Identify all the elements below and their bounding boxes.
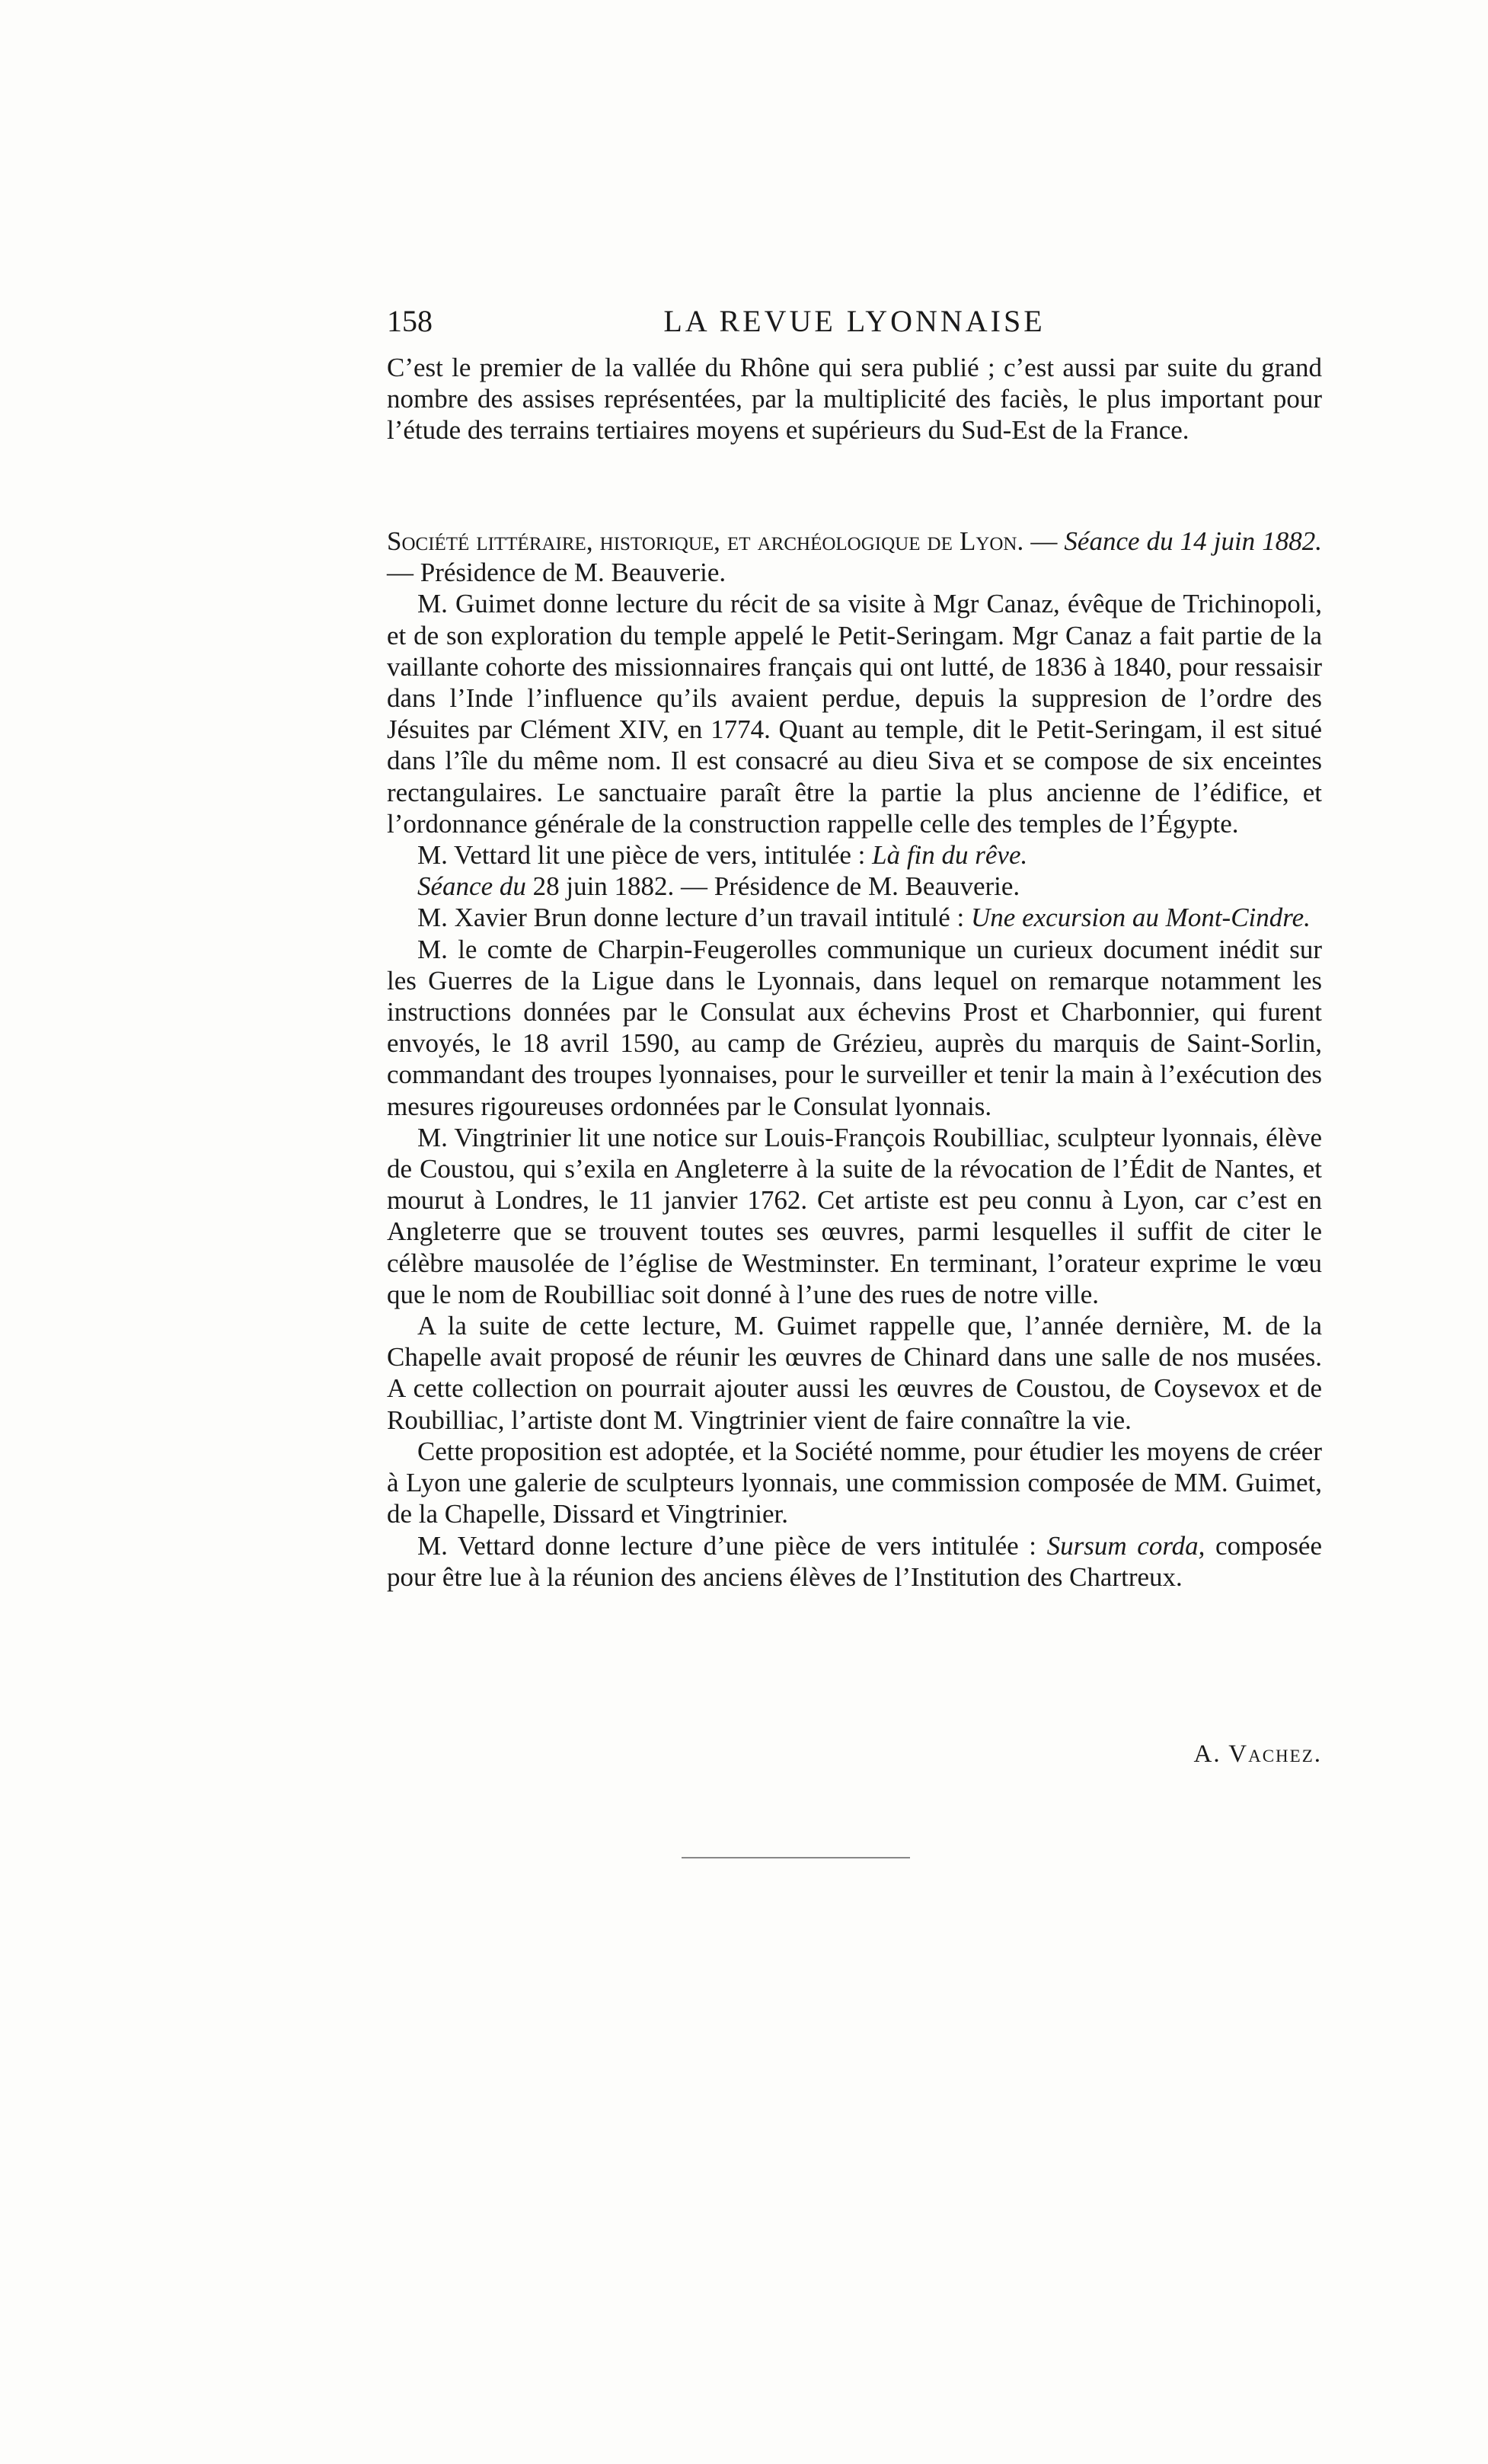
signature-name: A. Vachez. (1193, 1740, 1322, 1768)
vettard-2-tail: composée pour être lue à la réunion des anciens élèves de l’Institution des Chartreux. (387, 1530, 1323, 1592)
work-title-excursion: Une excursion au Mont-Cindre. (971, 903, 1311, 933)
session2-date: Séance du (417, 871, 526, 902)
paragraph-brun (387, 902, 1322, 933)
paragraph-adoption: Cette proposition est adoptée, et la Société nomme, pour étudier les moyens de créer à Lyon une galerie de sculpteurs lyonnais, une commission composée de MM. Guimet, de la Chapelle, Dissard et Vingtrinier. (387, 1436, 1322, 1529)
running-head (387, 300, 1322, 343)
session1-date: Séance du 14 juin 1882. (1064, 526, 1323, 556)
intro-paragraph: C’est le premier de la vallée du Rhône qui sera publié ; c’est aussi par suite du grand nombre des assises représentées, par la multiplicité des faciès, le plus important pour l’étude des terrains tertiaires moyens et supérieurs du Sud-Est de la France. (387, 353, 1322, 446)
society-minutes (387, 526, 1322, 1593)
signature (387, 1740, 1322, 1769)
paragraph-guimet: M. Guimet donne lecture du récit de sa visite à Mgr Canaz, évêque de Trichinopoli, et de son exploration du temple appelé le Petit-Seringam. Mgr Canaz a fait partie de la vaillante cohorte des missionnaires français qui ont lutté, de 1836 à 1840, pour ressaisir dans l’Inde l’influence qu’ils avaient perdue, depuis la suppresion de l’ordre des Jésuites par Clément XIV, en 1774. Quant au temple, dit le Petit-Seringam, il est situé dans l’île du même nom. Il est consacré au dieu Siva et se compose de six enceintes rectangulaires. Le sanctuaire paraît être la partie la plus ancienne de l’édifice, et l’ordonnance générale de la construction rappelle celle des temples de l’Égypte. (387, 589, 1322, 839)
paragraph-vingtrinier: M. Vingtrinier lit une notice sur Louis-François Roubilliac, sculpteur lyonnais, élève de Coustou, qui s’exila en Angleterre à la suite de la révocation de l’Édit de Nantes, et mourut à Londres, le 11 janvier 1762. Cet artiste est peu connu à Lyon, car c’est en Angleterre que se trouvent toutes ses œuvres, parmi lesquelles il suffit de citer le célèbre mausolée de l’église de Westminster. En terminant, l’orateur exprime le vœu que le nom de Roubilliac soit donné à l’une des rues de notre ville. (387, 1122, 1322, 1309)
paragraph-charpin: M. le comte de Charpin-Feugerolles communique un curieux document inédit sur les Guerres de la Ligue dans le Lyonnais, dans lequel on remarque notamment les instructions données par le Consulat aux échevins Prost et Charbonnier, qui furent envoyés, le 18 avril 1590, au camp de Grézieu, auprès du marquis de Saint-Sorlin, commandant des troupes lyonnaises, pour le surveiller et tenir la main à l’exécution des mesures rigoureuses ordonnées par le Consulat lyonnais. (387, 934, 1322, 1121)
brun-text: M. Xavier Brun donne lecture d’un travail intitulé : (417, 903, 972, 933)
end-rule (682, 1857, 910, 1858)
paragraph-guimet-proposal: A la suite de cette lecture, M. Guimet rappelle que, l’année dernière, M. de la Chapelle avait proposé de réunir les œuvres de Chinard dans une salle de nos musées. A cette collection on pourrait ajouter aussi les œuvres de Coustou, de Coysevox et de Roubilliac, l’artiste dont M. Vingtrinier vient de faire connaître la vie. (387, 1311, 1322, 1435)
vettard-2-text: M. Vettard donne lecture d’une pièce de vers intitulée : (417, 1530, 1047, 1561)
session1-presidency: — Présidence de M. Beauverie. (387, 558, 726, 588)
paragraph-vettard-1 (387, 839, 1322, 871)
vettard-1-text: M. Vettard lit une pièce de vers, intitulée : (417, 840, 873, 871)
poem-title-sursum-corda: Sursum corda, (1046, 1530, 1205, 1561)
poem-title-fin-du-reve: Là fin du rêve. (872, 840, 1028, 871)
society-heading-paragraph: Société littéraire, historique, et archéologique de Lyon. — Séance du 14 juin 1882. — Présidence de M. Beauverie. (387, 526, 1323, 588)
session2-text: 28 juin 1882. — Présidence de M. Beauverie. (525, 871, 1020, 902)
session2-heading (387, 871, 1322, 902)
paragraph-vettard-2 (387, 1530, 1322, 1593)
intro-block (387, 352, 1322, 446)
society-name: Société littéraire, historique, et archéologique de Lyon. (387, 526, 1024, 556)
journal-title: LA REVUE LYONNAISE (663, 304, 1046, 338)
page-number: 158 (387, 304, 433, 338)
